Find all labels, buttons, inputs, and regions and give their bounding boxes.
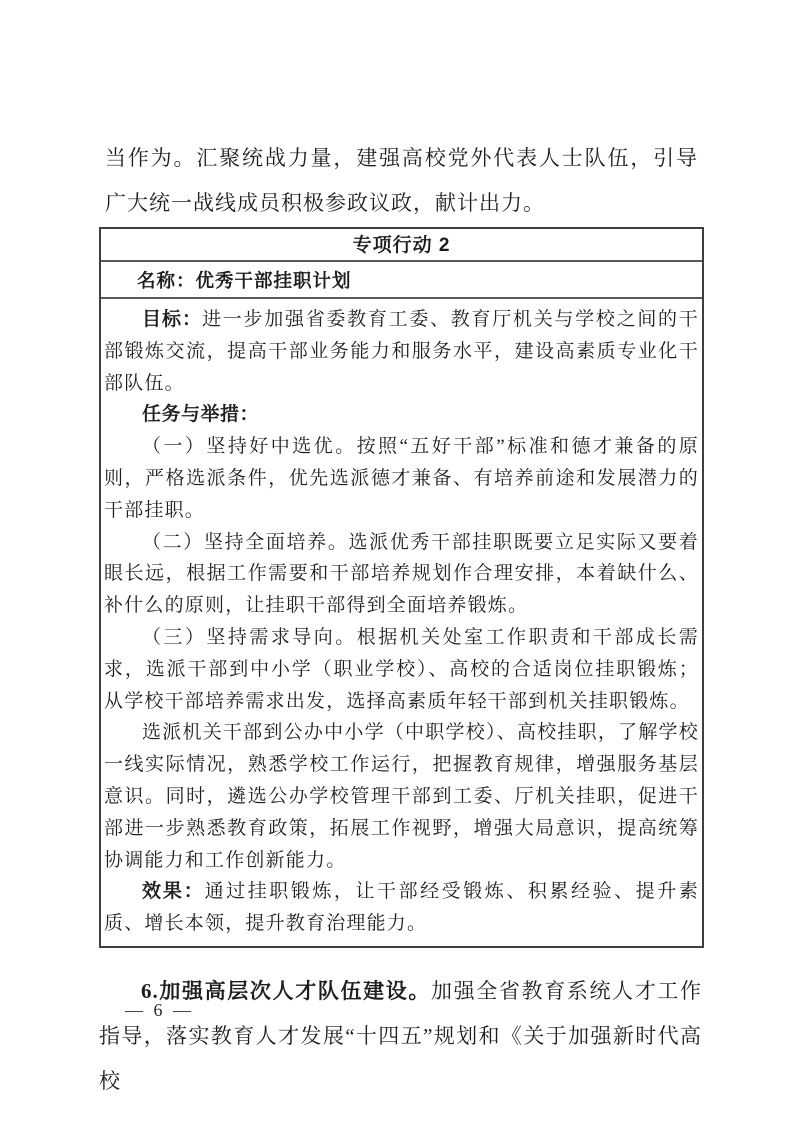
special-action-table (99, 227, 704, 948)
effect-paragraph (104, 876, 699, 940)
table-name-row: 名称：优秀干部挂职计划 (101, 262, 702, 299)
page-number: — 6 — (125, 1000, 194, 1020)
closing-text: 加强全省教育系统人才工作指导，落实教育人才发展“十四五”规划和《关于加强新时代高校 (99, 978, 703, 1093)
tasks-label: 任务与举措： (142, 404, 260, 426)
document-content (99, 0, 704, 1104)
closing-paragraph (99, 969, 704, 1104)
table-title: 专项行动 2 (101, 229, 702, 262)
table-body-cell (101, 299, 702, 946)
task-item-3: （三）坚持需求导向。根据机关处室工作职责和干部成长需求，选派干部到中小学（职业学校）、高校的合适岗位挂职锻炼；从学校干部培养需求出发，选择高素质年轻干部到机关挂职锻炼。 (104, 626, 699, 712)
goal-label: 目标： (142, 309, 203, 330)
goal-text: 进一步加强省委教育工委、教育厅机关与学校之间的干部锻炼交流，提高干部业务能力和服务水平，建设高素质专业化干部队伍。 (104, 309, 699, 394)
goal-paragraph (104, 304, 699, 399)
effect-label: 效果： (142, 881, 205, 903)
effect-text: 通过挂职锻炼，让干部经受锻炼、积累经验、提升素质、增长本领，提升教育治理能力。 (104, 881, 699, 935)
intro-paragraph: 当作为。汇聚统战力量，建强高校党外代表人士队伍，引导广大统一战线成员积极参政议政，献计出力。 (105, 146, 698, 215)
closing-lead: 6.加强高层次人才队伍建设。 (141, 978, 432, 1003)
task-item-1: （一）坚持好中选优。按照“五好干部”标准和德才兼备的原则，严格选派条件，优先选派德才兼备、有培养前途和发展潜力的干部挂职。 (104, 436, 699, 521)
task-item-4: 选派机关干部到公办中小学（中职学校）、高校挂职，了解学校一线实际情况，熟悉学校工作运行，把握教育规律，增强服务基层意识。同时，遴选公办学校管理干部到工委、厅机关挂职，促进干部进一步熟悉教育政策，拓展工作视野，增强大局意识，提高统筹协调能力和工作创新能力。 (104, 722, 699, 871)
task-item-2: （二）坚持全面培养。选派优秀干部挂职既要立足实际又要着眼长远，根据工作需要和干部培养规划作合理安排，本着缺什么、补什么的原则，让挂职干部得到全面培养锻炼。 (104, 531, 699, 617)
